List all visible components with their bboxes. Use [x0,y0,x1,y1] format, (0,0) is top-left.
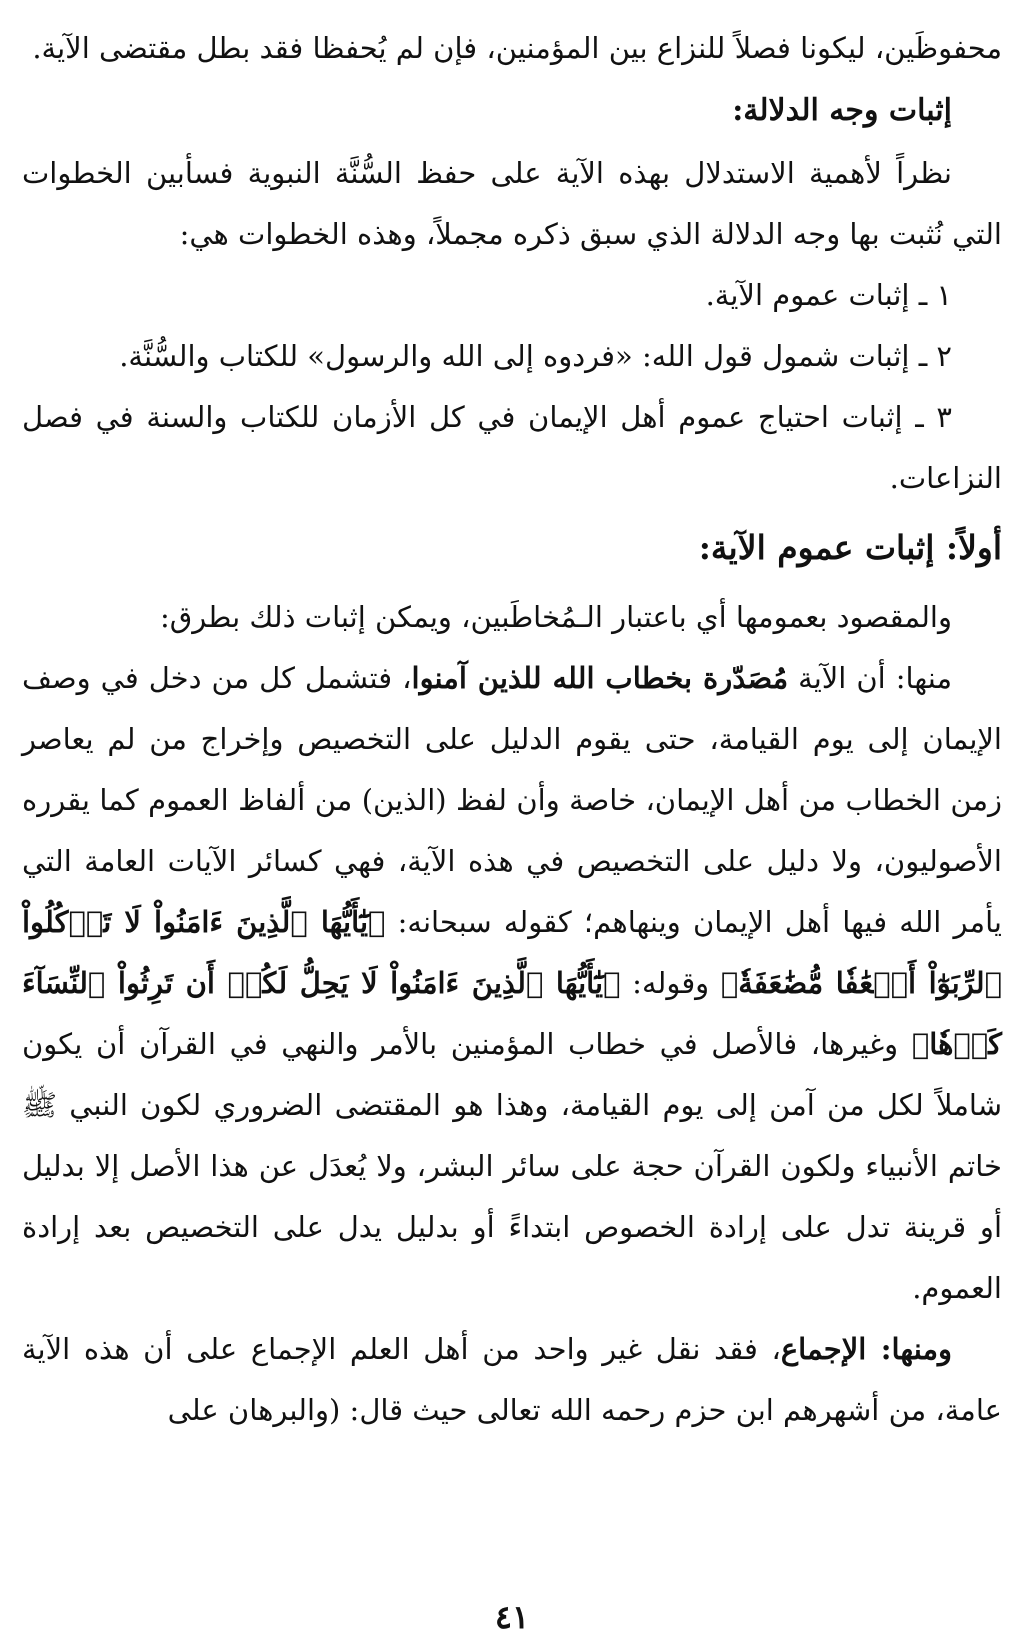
first-heading: أولاً: إثبات عموم الآية: [698,528,1002,567]
section-heading: إثبات وجه الدلالة: [732,93,952,128]
proof-one-connector: وقوله: [620,966,721,1000]
step-item-3: ٣ ـ إثبات احتياج عموم أهل الإيمان في كل الأزمان للكتاب والسنة في فصل النزاعات. [22,400,1002,495]
step-item-2: ٢ ـ إثبات شمول قول الله: «فردوه إلى الله والرسول» للكتاب والسُّنَّة. [119,339,952,373]
proof-two-bold-lead: ومنها: الإجماع [780,1332,952,1366]
intro-paragraph: نظراً لأهمية الاستدلال بهذه الآية على حفظ السُّنَّة النبوية فسأبين الخطوات التي نُثبت بها وجه الدلالة الذي سبق ذكره مجملاً، وهذه الخطوات هي: [22,156,1002,251]
proof-one-bold-phrase: مُصَدّرة بخطاب الله للذين آمنوا [411,661,789,695]
quran-verse-two: ﴿يَٰٓأَيُّهَا ٱلَّذِينَ ءَامَنُواْ لَا يَحِلُّ لَكُمۡ أَن تَرِثُواْ ٱلنِّسَآءَ كَرۡهٗا﴾ [22,966,1002,1061]
step-item-1: ١ ـ إثبات عموم الآية. [705,278,952,312]
proof-one-lead: منها: أن الآية [788,661,953,695]
continuation-paragraph: محفوظَين، ليكونا فصلاً للنزاع بين المؤمنين، فإن لم يُحفظا فقد بطل مقتضى الآية. [32,31,1002,65]
proof-paragraph-one [22,648,1002,1319]
steps-list [22,265,1002,509]
proof-two-text: ، فقد نقل غير واحد من أهل العلم الإجماع على أن هذه الآية عامة، من أشهرهم ابن حزم رحمه الله تعالى حيث قال: (والبرهان على [22,1332,1002,1427]
first-intro-paragraph: والمقصود بعمومها أي باعتبار الـمُخاطَبين، ويمكن إثبات ذلك بطرق: [160,600,952,634]
proof-paragraph-two [22,1319,1002,1441]
proof-one-ending: وغيرها، فالأصل في خطاب المؤمنين بالأمر والنهي في القرآن أن يكون شاملاً لكل من آمن إلى يوم القيامة، وهذا هو المقتضى الضروري لكون النبي ﷺ خاتم الأنبياء ولكون القرآن حجة على سائر البشر، ولا يُعدَل عن هذا الأصل إلا بدليل أو قرينة تدل على إرادة الخصوص ابتداءً أو بدليل يدل على التخصيص بعد إرادة العموم. [22,1027,1002,1305]
page-number: ٤١ [494,1598,530,1636]
quran-verse-one: ﴿يَٰٓأَيُّهَا ٱلَّذِينَ ءَامَنُواْ لَا تَأۡكُلُواْ ٱلرِّبَوٰٓاْ أَضۡعَٰفٗا مُّضَٰعَفَةٗ﴾ [22,905,1002,1000]
proof-one-text: ، فتشمل كل من دخل في وصف الإيمان إلى يوم القيامة، حتى يقوم الدليل على التخصيص وإخراج من لم يعاصر زمن الخطاب من أهل الإيمان، خاصة وأن لفظ (الذين) من ألفاظ العموم كما يقرره الأصوليون، ولا دليل على التخصيص في هذه الآية، فهي كسائر الآيات العامة التي يأمر الله فيها أهل الإيمان وينهاهم؛ كقوله سبحانه: [22,661,1002,939]
